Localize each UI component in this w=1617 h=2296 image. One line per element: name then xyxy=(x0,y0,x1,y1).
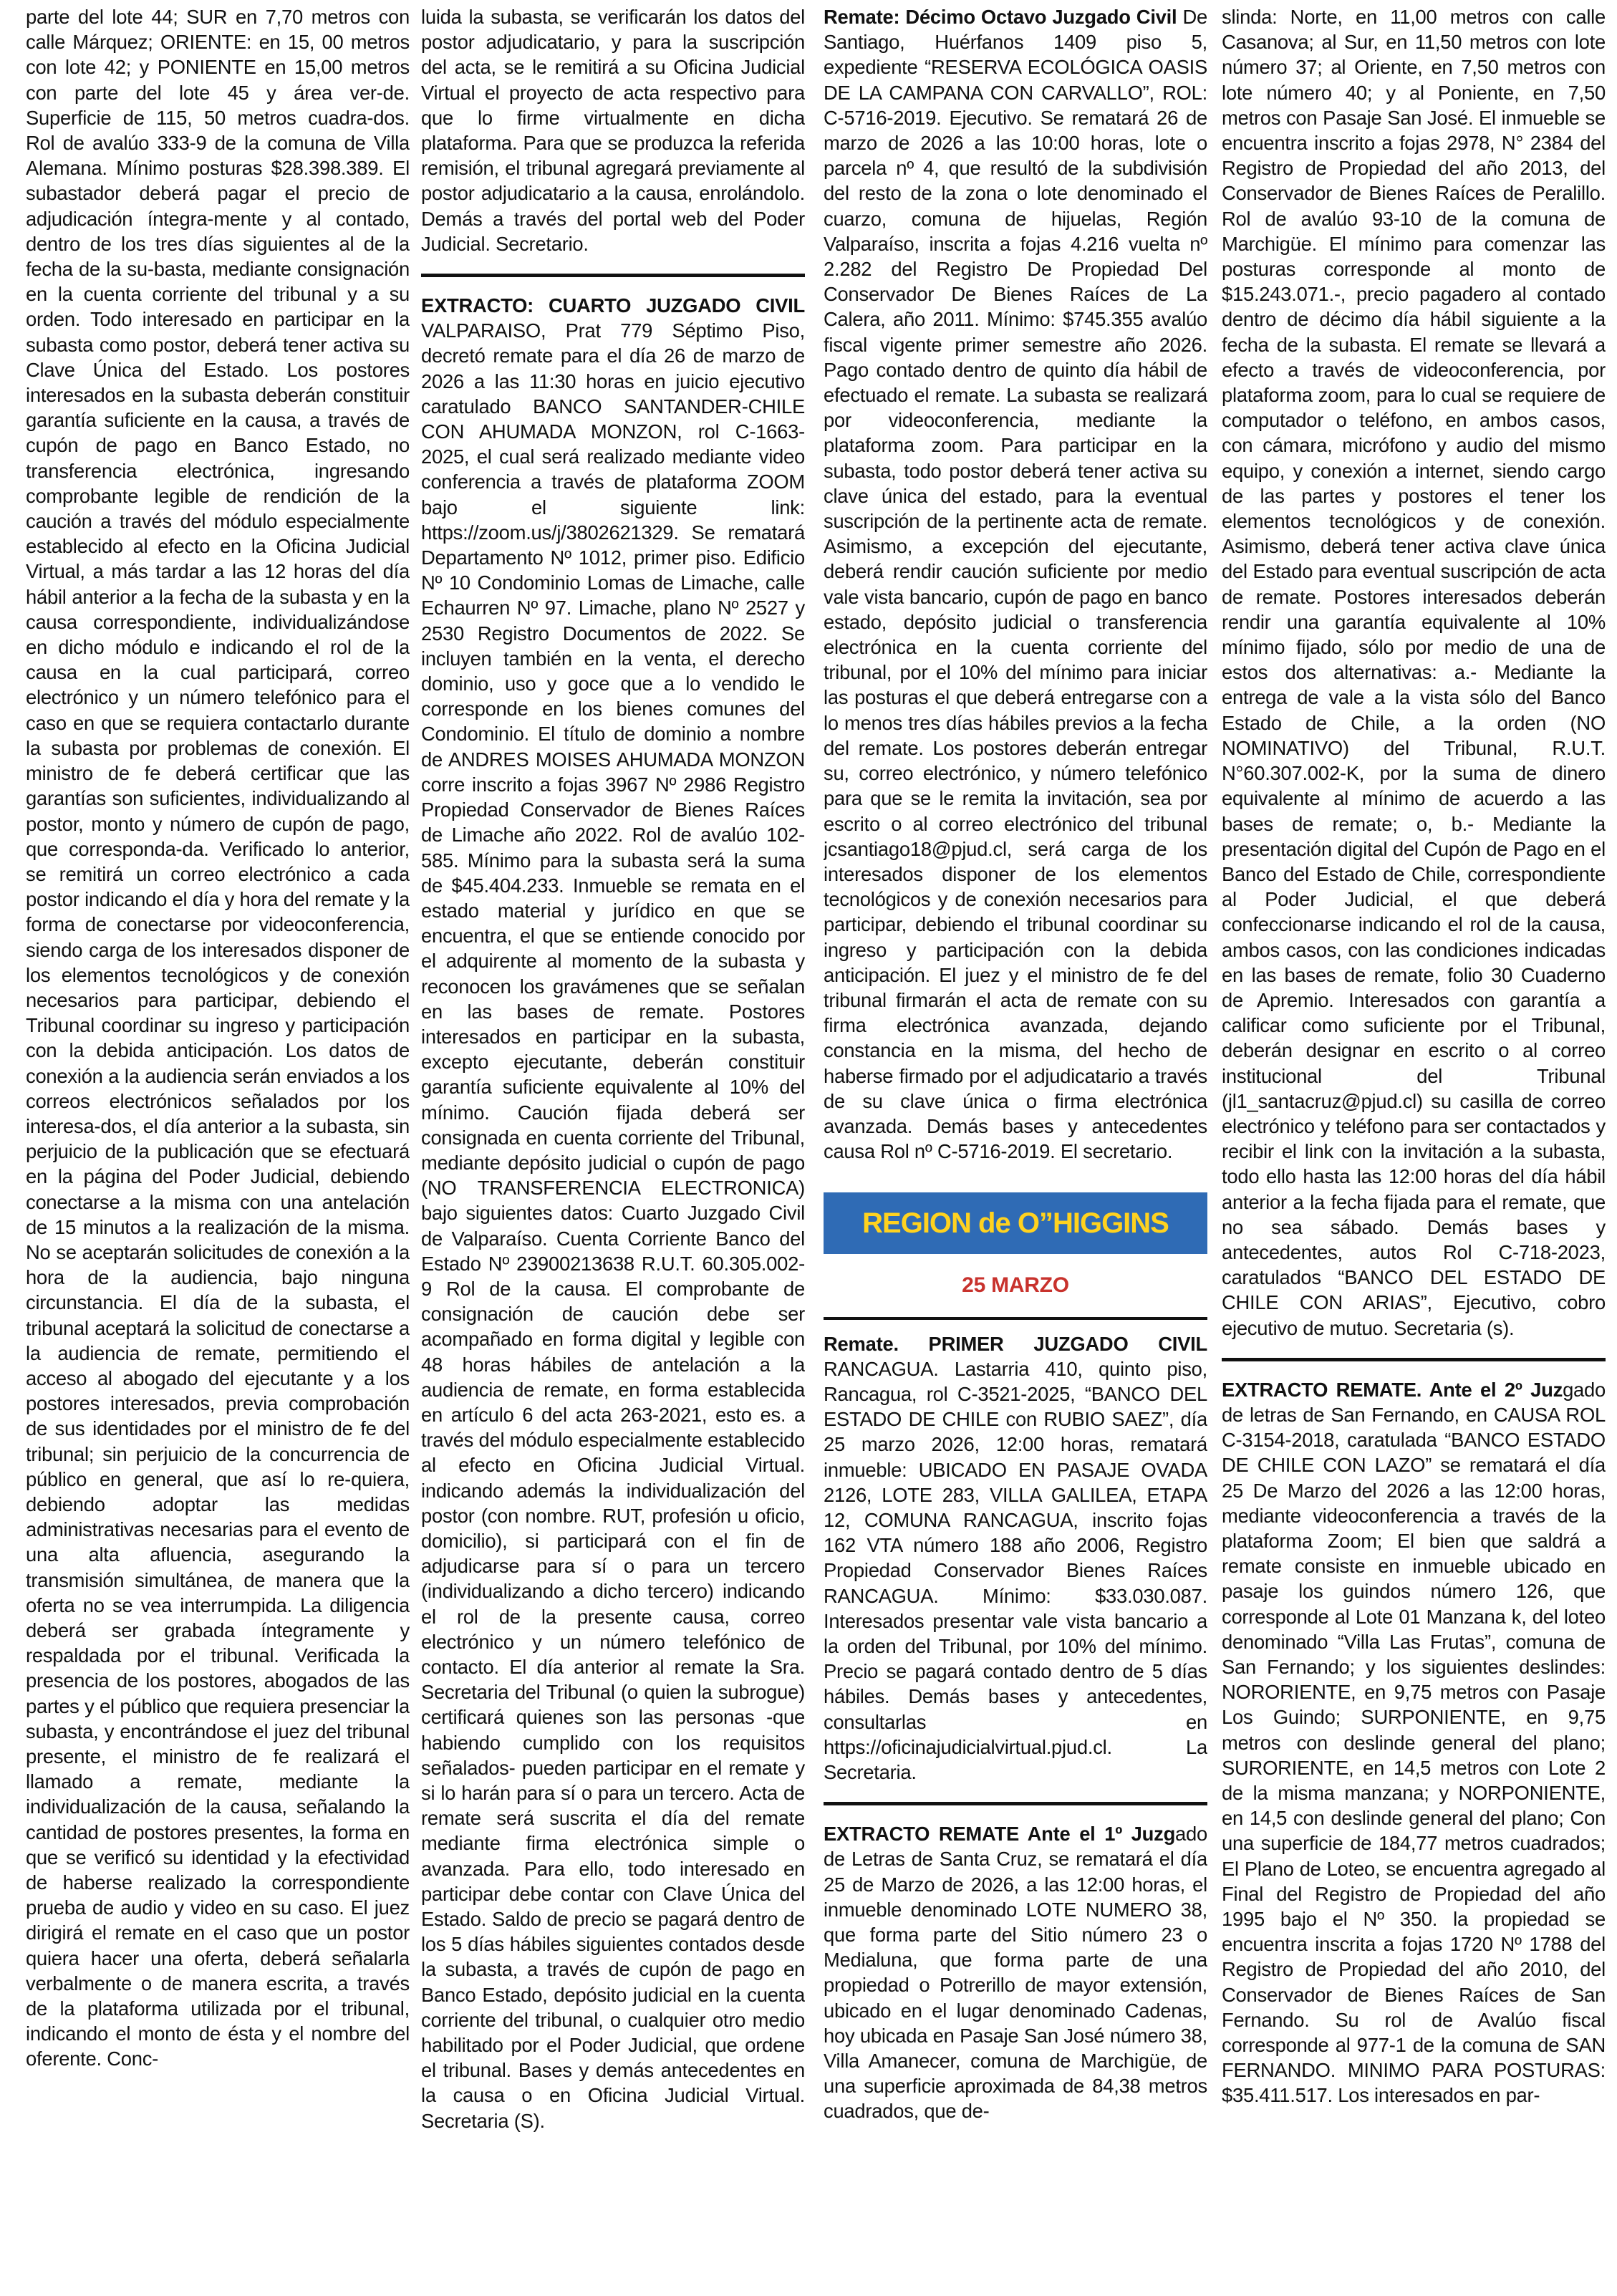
notice-heading: EXTRACTO: CUARTO JUZGADO CIVIL xyxy=(421,294,805,317)
notice-body: gado de letras de San Fernando, en CAUSA ROL C-3154-2018, caratulada “BANCO ESTADO DE CHILE CON LAZO” se rematará el día 25 De Marzo del 2026 a las 12:00 horas, mediante videoconferencia a través de la plataforma Zoom; El bien que saldrá a remate consiste en inmueble ubicado en pasaje los guindos número 126, que corresponde al Lote 01 Manzana k, del loteo denominado “Villa Las Frutas”, comuna de San Fernando; y los siguientes deslindes: NORORIENTE, en 9,75 metros con Pasaje Los Guindo; SURPONIENTE, en 9,75 metros con deslinde general del plano; SURORIENTE, en 14,5 metros con Lote 2 de la misma manzana; y NORPONIENTE, en 14,5 con deslinde general del plano; Con una superficie de 184,77 metros cuadrados; El Plano de Loteo, se encuentra agregado al Final del Registro de Propiedad del año 1995 bajo el Nº 350. la propiedad se encuentra inscrita a fojas 1720 Nº 1788 del Registro de Propiedad del año 2010, del Conservador de Bienes Raíces de San Fernando. Su rol de Avalúo fiscal corresponde al 977-1 de la comuna de SAN FERNANDO. MINIMO PARA POSTURAS: $35.411.517. Los interesados en par- xyxy=(1222,1378,1606,2107)
notice-santa-cruz xyxy=(824,1821,1207,2123)
notice-continuation: luida la subasta, se verificarán los datos del postor adjudicatario, y para la suscripción del acta, se le remitirá a su Oficina Judicial Virtual el proyecto de acta respectivo para que lo firme virtualmente en dicha plataforma. Para que se produzca la referida remisión, el tribunal agregará previamente al postor adjudicatario a la causa, enrolándolo. Demás a través del portal web del Poder Judicial. Secretario. xyxy=(421,6,805,255)
column-3 xyxy=(824,4,1207,2289)
notice-body: ado de Letras de Santa Cruz, se rematará el día 25 de Marzo de 2026, a las 12:00 horas, el inmueble denominado LOTE NUMERO 38, que forma parte del Sitio número 23 o Medialuna, que forma parte de una propiedad o Potrerillo de mayor extensión, ubicado en el lugar denominado Cadenas, hoy ubicada en Pasaje San José número 38, Villa Amanecer, comuna de Marchigüe, de una superficie aproximada de 84,38 metros cuadrados, que de- xyxy=(824,1823,1207,2123)
notice-cuarto-juzgado xyxy=(421,293,805,2133)
notice-heading: Remate: Décimo Octavo Juzgado Civil xyxy=(824,6,1177,28)
notice-divider xyxy=(824,1802,1207,1805)
column-2 xyxy=(421,4,805,2289)
notice-decimo-octavo xyxy=(824,4,1207,1164)
notice-heading: Remate. PRIMER JUZGADO CIVIL xyxy=(824,1332,1207,1355)
notice-heading: EXTRACTO REMATE. Ante el 2º Juz xyxy=(1222,1378,1563,1401)
notice-divider xyxy=(1222,1358,1606,1361)
notice-san-fernando xyxy=(1222,1377,1606,2108)
notice-body: RANCAGUA. Lastarria 410, quinto piso, Rancagua, rol C-3521-2025, “BANCO DEL ESTADO DE CHILE con RUBIO SAEZ”, día 25 marzo 2026, 12:00 horas, rematará inmueble: UBICADO EN PASAJE OVADA 2126, LOTE 283, VILLA GALILEA, ETAPA 12, COMUNA RANCAGUA, inscrito fojas 162 VTA número 188 año 2006, Registro Propiedad Conservador Bienes Raíces RANCAGUA. Mínimo: $33.030.087. Interesados presentar vale vista bancario a la orden del Tribunal, por 10% del mínimo. Precio se pagará contado dentro de 5 días hábiles. Demás bases y antecedentes, consultarlas en https://oficinajudicialvirtual.pjud.cl. La Secretaria. xyxy=(824,1357,1207,1783)
column-4 xyxy=(1222,4,1606,2289)
date-divider xyxy=(824,1317,1207,1320)
region-banner xyxy=(824,1192,1207,1254)
notice-continuation: slinda: Norte, en 11,00 metros con calle Casanova; al Sur, en 11,50 metros con lote número 37; al Oriente, en 7,50 metros con lote número 40; y al Poniente, en 7,50 metros con Pasaje San José. El inmueble se encuentra inscrito a fojas 2978, N° 2384 del Registro de Propiedad del año 2013, del Conservador de Bienes Raíces de Peralillo. Rol de avalúo 93-10 de la comuna de Marchigüe. El mínimo para comenzar las posturas corresponde al monto de $15.243.071.-, precio pagadero al contado dentro de décimo día hábil siguiente a la fecha de la subasta. El remate se llevará a efecto a través de videoconferencia, por plataforma zoom, para lo cual se requiere de computador o teléfono, en ambos casos, con cámara, micrófono y audio del mismo equipo, y conexión a internet, siendo cargo de las partes y postores el tener los elementos tecnológicos y de conexión. Asimismo, deberá tener activa clave única del Estado para eventual suscripción de acta de remate. Postores interesados deberán rendir una garantía equivalente al 10% mínimo fijado, sólo por medio de una de estos dos alternativas: a.- Mediante la entrega de vale a la vista sólo del Banco Estado de Chile, a la orden (NO NOMINATIVO) del Tribunal, R.U.T. N°60.307.002-K, por la suma de dinero equivalente al mínimo de acuerdo a las bases de remate; o, b.- Mediante la presentación digital del Cupón de Pago en el Banco del Estado de Chile, correspondiente al Poder Judicial, el que deberá confeccionarse indicando el rol de la causa, ambos casos, con las condiciones indicadas en las bases de remate, folio 30 Cuaderno de Apremio. Interesados con garantía a calificar como suficiente por el Tribunal, deberán designar en escrito o al correo institucional del Tribunal (jl1_santacruz@pjud.cl) su casilla de correo electrónico y teléfono para ser contactados y recibir el link con la invitación a la subasta, todo ello hasta las 12:00 horas del día hábil anterior a la fecha fijada para el remate, que no sea sábado. Demás bases y antecedentes, autos Rol C-718-2023, caratulados “BANCO DEL ESTADO DE CHILE CON ARIAS”, Ejecutivo, cobro ejecutivo de mutuo. Secretaria (s). xyxy=(1222,6,1606,1339)
date-heading: 25 MARZO xyxy=(962,1273,1069,1298)
notice-primer-juzgado xyxy=(824,1331,1207,1785)
notice-body: VALPARAISO, Prat 779 Séptimo Piso, decretó remate para el día 26 de marzo de 2026 a las 11:30 horas en juicio ejecutivo caratulado BANCO SANTANDER-CHILE CON AHUMADA MONZON, rol C-1663-2025, el cual será realizado mediante video conferencia a través de plataforma ZOOM bajo el siguiente link: https://zoom.us/j/3802621329. Se rematará Departamento Nº 1012, primer piso. Edificio Nº 10 Condominio Lomas de Limache, calle Echaurren Nº 97. Limache, plano Nº 2527 y 2530 Registro Documentos de 2022. Se incluyen también en la venta, el derecho dominio, uso y goce que a lo vendido le corresponde en los bienes comunes del Condominio. El título de dominio a nombre de ANDRES MOISES AHUMADA MONZON corre inscrito a fojas 3967 Nº 2986 Registro Propiedad Conservador de Bienes Raíces de Limache año 2022. Rol de avalúo 102-585. Mínimo para la subasta será la suma de $45.404.233. Inmueble se remata en el estado material y jurídico en que se encuentra, el que se entiende conocido por el adquirente al momento de la subasta y reconocen los gravámenes que se señalan en las bases de remate. Postores interesados en participar en la subasta, excepto ejecutante, deberán constituir garantía suficiente equivalente al 10% del mínimo. Caución fijada deberá ser consignada en cuenta corriente del Tribunal, mediante depósito judicial o cupón de pago (NO TRANSFERENCIA ELECTRONICA) bajo siguientes datos: Cuarto Juzgado Civil de Valparaíso. Cuenta Corriente Banco del Estado Nº 23900213638 R.U.T. 60.305.002-9 Rol de la causa. El comprobante de consignación de caución debe ser acompañado en forma digital y legible con 48 horas hábiles de antelación a la audiencia de remate, en forma establecida en artículo 6 del acta 263-2021, esto es. a través del módulo especialmente establecido al efecto en Oficina Judicial Virtual. indicando además la individualización del postor (con nombre. RUT, profesión u oficio, domicilio), si participará con el fin de adjudicarse para sí o para un tercero (individualizando a dicho tercero) indicando el rol de la presente causa, correo electrónico y un número telefónico de contacto. El día anterior al remate la Sra. Secretaria del Tribunal (o quien la subrogue) certificará quienes son las personas -que habiendo cumplido con los requisitos señalados- pueden participar en el remate y si lo harán para sí o para un tercero. Acta de remate será suscrita el día del remate mediante firma electrónica simple o avanzada. Para ello, todo interesado en participar debe contar con Clave Única del Estado. Saldo de precio se pagará dentro de los 5 días hábiles siguientes contados desde la subasta, a través de cupón de pago en Banco Estado, depósito judicial en la cuenta corriente del tribunal, o cualquier otro medio habilitado por el Poder Judicial, que ordene el tribunal. Bases y demás antecedentes en la causa o en Oficina Judicial Virtual. Secretaria (S). xyxy=(421,319,805,2132)
notice-divider xyxy=(421,274,805,277)
notice-continuation: parte del lote 44; SUR en 7,70 metros con calle Márquez; ORIENTE: en 15, 00 metros con lote 42; y PONIENTE en 15,00 metros con parte del lote 45 y área ver-de. Superficie de 115, 50 metros cuadra-dos. Rol de avalúo 333-9 de la comuna de Villa Alemana. Mínimo posturas $28.398.389. El subastador deberá pagar el precio de adjudicación íntegra-mente y al contado, dentro de los tres días siguientes al de la fecha de la su-basta, mediante consignación en la cuenta corriente del tribunal y a su orden. Todo interesado en participar en la subasta como postor, deberá tener activa su Clave Única del Estado. Los postores interesados en la subasta deberán constituir garantía suficiente en la causa, a través de cupón de pago en Banco Estado, no transferencia electrónica, ingresando comprobante legible de rendición de la caución a través del módulo especialmente establecido al efecto en la Oficina Judicial Virtual, a más tardar a las 12 horas del día hábil anterior a la fecha de la subasta y en la causa correspondiente, individualizándose en dicho módulo e indicando el rol de la causa en la cual participará, correo electrónico y un número telefónico para el caso en que se requiera contactarlo durante la subasta por problemas de conexión. El ministro de fe deberá certificar que las garantías son suficientes, individualizando al postor, monto y número de cupón de pago, que corresponda-da. Verificado lo anterior, se remitirá un correo electrónico a cada postor indicando el día y hora del remate y la forma de conectarse por videoconferencia, siendo carga de los interesados disponer de los elementos tecnológicos y de conexión necesarios para participar, debiendo el Tribunal coordinar su ingreso y participación con la debida anticipación. Los datos de conexión a la audiencia serán enviados a los correos electrónicos señalados por los interesa-dos, el día anterior a la subasta, sin perjuicio de la publicación que se efectuará en la página del Poder Judicial, debiendo conectarse a la misma con una antelación de 15 minutos a la realización de la misma. No se aceptarán solicitudes de conexión a la hora de la audiencia, bajo ninguna circunstancia. El día de la subasta, el tribunal aceptará la solicitud de conectarse a la audiencia de remate, permitiendo el acceso al abogado del ejecutante y a los postores interesados, previa comprobación de sus identidades por el ministro de fe del tribunal; sin perjuicio de la concurrencia de público en general, que así lo re-quiera, debiendo adoptar las medidas administrativas necesarias para el evento de una alta afluencia, asegurando la transmisión simultánea, de manera que la oferta no se vea interrumpida. La diligencia deberá ser grabada íntegramente y respaldada por el tribunal. Verificada la presencia de los postores, abogados de las partes y el público que requiera presenciar la subasta, y encontrándose el juez del tribunal presente, el ministro de fe realizará el llamado a remate, mediante la individualización de la causa, señalando la cantidad de postores presentes, la forma en que se verificó su identidad y la efectividad de haberse realizado la correspondiente prueba de audio y video en su caso. El juez dirigirá el remate en el caso que un postor quiera hacer una oferta, deberá señalarla verbalmente o de manera escrita, a través de la plataforma utilizada por el tribunal, indicando el monto de ésta y el nombre del oferente. Conc- xyxy=(26,6,410,2070)
notice-heading: EXTRACTO REMATE Ante el 1º Juzg xyxy=(824,1823,1176,1846)
column-1 xyxy=(26,4,410,2289)
notice-body: De Santiago, Huérfanos 1409 piso 5, expediente “RESERVA ECOLÓGICA OASIS DE LA CAMPANA CON CARVALLO”, ROL: C-5716-2019. Ejecutivo. Se rematará 26 de marzo de 2026 a las 10:00 horas, lote o parcela nº 4, que resultó de la subdivisión del resto de la zona o lote denominado el cuarzo, comuna de hijuelas, Región Valparaíso, inscrita a fojas 4.216 vuelta nº 2.282 del Registro De Propiedad Del Conservador De Bienes Raíces de La Calera, año 2011. Mínimo: $745.355 avalúo fiscal vigente primer semestre año 2026. Pago contado dentro de quinto día hábil de efectuado el remate. La subasta se realizará por videoconferencia, mediante la plataforma zoom. Para participar en la subasta, todo postor deberá tener activa su clave única del estado, para la eventual suscripción de la pertinente acta de remate. Asimismo, a excepción del ejecutante, deberá rendir caución suficiente por medio vale vista bancario, cupón de pago en banco estado, depósito judicial o transferencia electrónica en la cuenta corriente del tribunal, por el 10% del mínimo para iniciar las posturas el que deberá entregarse con a lo menos tres días hábiles previos a la fecha del remate. Los postores deberán entregar su, correo electrónico, y número telefónico para que se le remita la invitación, sea por escrito o al correo electrónico del tribunal jcsantiago18@pjud.cl, será carga de los interesados disponer de los elementos tecnológicos y de conexión necesarios para participar, debiendo el tribunal coordinar su ingreso y participación con la debida anticipación. El juez y el ministro de fe del tribunal firmarán el acta de remate con su firma electrónica avanzada, dejando constancia en la misma, del hecho de haberse firmado por el adjudicatario a través de su clave única o firma electrónica avanzada. Demás bases y antecedentes causa Rol nº C-5716-2019. El secretario. xyxy=(824,6,1207,1163)
region-title: REGION de O”HIGGINS xyxy=(862,1207,1169,1239)
